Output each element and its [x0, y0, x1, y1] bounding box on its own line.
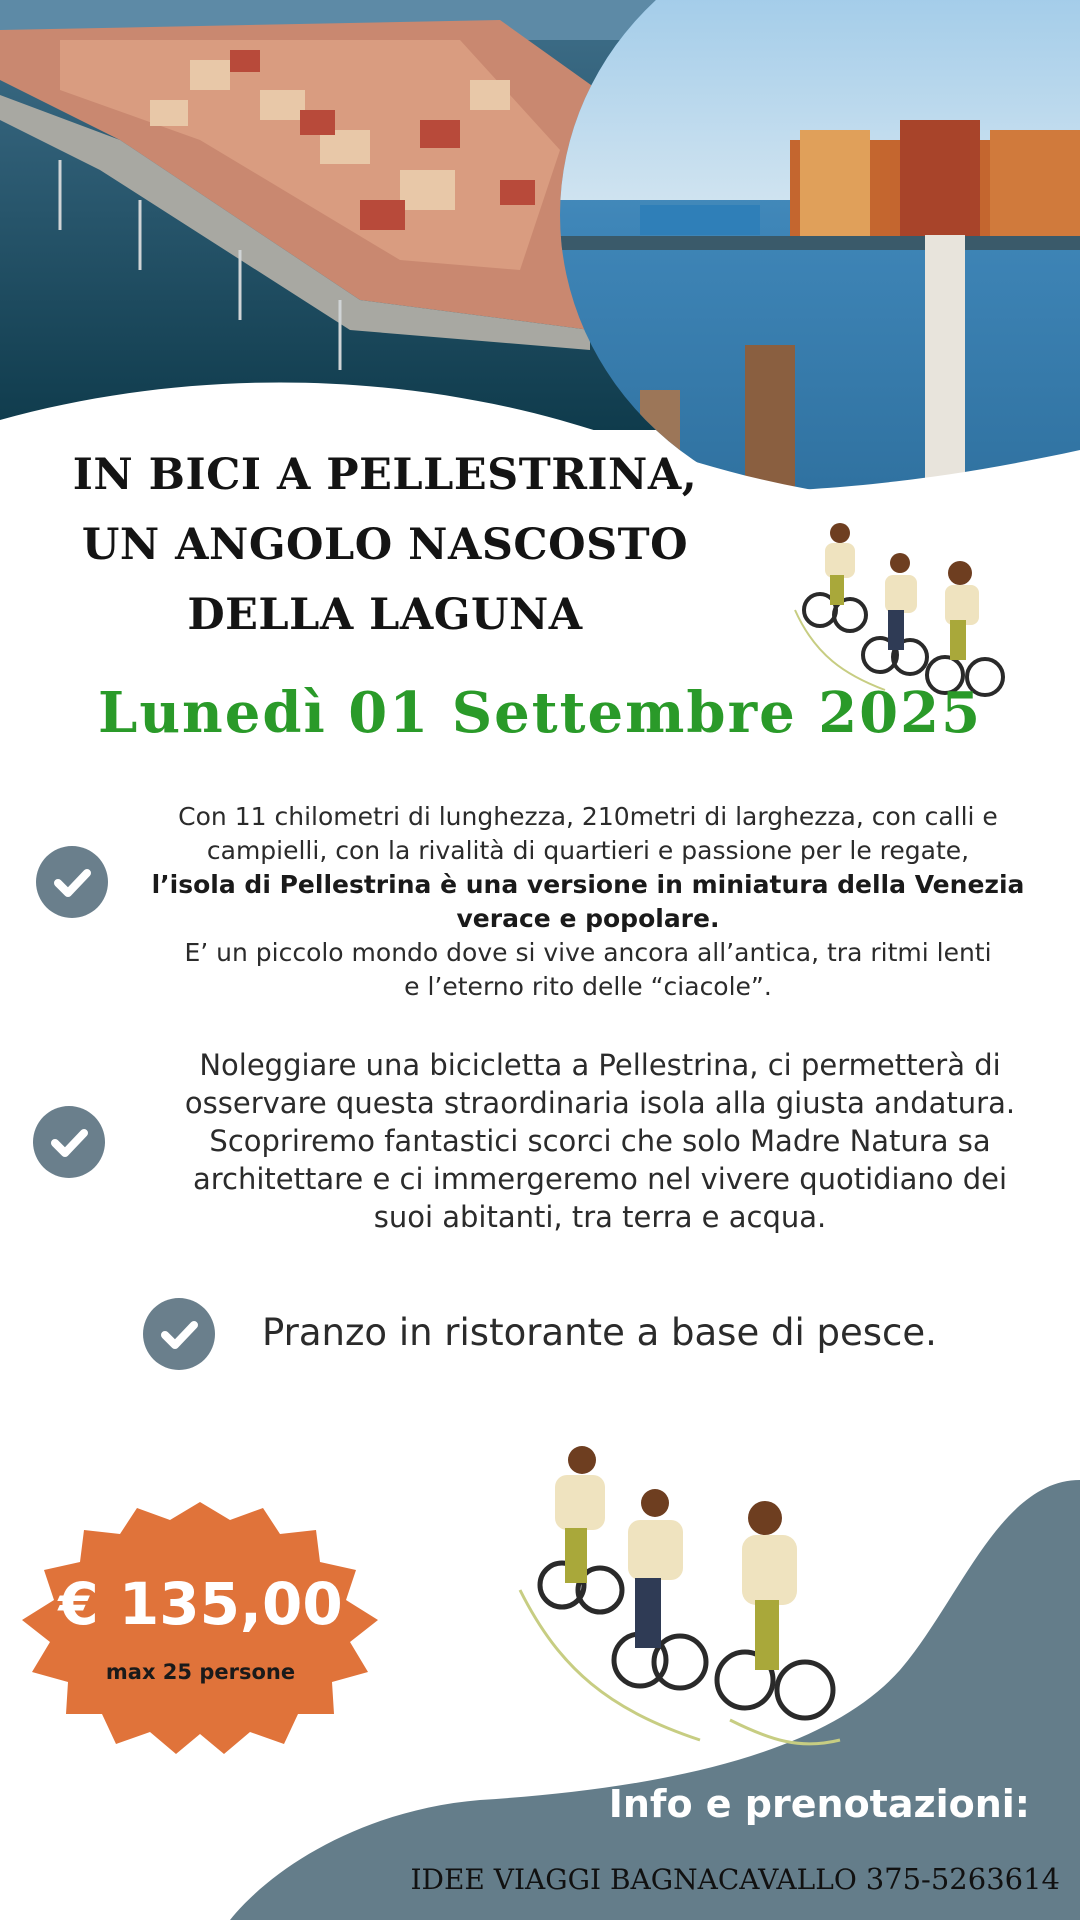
feature-line: Noleggiare una bicicletta a Pellestrina, ci permetterà di [199, 1048, 1001, 1082]
event-date: Lunedì 01 Settembre 2025 [97, 680, 983, 746]
price-amount: € 135,00 [58, 1570, 343, 1638]
feature-line: campielli, con la rivalità di quartieri e passione per le regate, [206, 836, 970, 865]
check-icon [143, 1298, 215, 1370]
phone-number[interactable]: 375-5263614 [865, 1862, 1060, 1896]
info-label: Info e prenotazioni: [608, 1782, 1030, 1826]
feature-description-1 [138, 800, 1038, 1004]
feature-line-bold: l’isola di Pellestrina è una versione in miniatura della Venezia [151, 870, 1025, 899]
agency-contact [300, 1862, 1060, 1896]
feature-line: Scopriremo fantastici scorci che solo Madre Natura sa [209, 1124, 991, 1158]
title-line: IN BICI A PELLESTRINA, [72, 450, 698, 500]
check-icon [36, 846, 108, 918]
agency-name: IDEE VIAGGI BAGNACAVALLO [410, 1863, 857, 1896]
event-title [60, 440, 710, 650]
title-line: DELLA LAGUNA [187, 590, 583, 640]
feature-line: Con 11 chilometri di lunghezza, 210metri di larghezza, con calli e [178, 802, 998, 831]
feature-description-3: Pranzo in ristorante a base di pesce. [262, 1311, 937, 1354]
title-line: UN ANGOLO NASCOSTO [81, 520, 689, 570]
feature-line: E’ un piccolo mondo dove si vive ancora all’antica, tra ritmi lenti [184, 938, 992, 967]
feature-line: suoi abitanti, tra terra e acqua. [373, 1200, 827, 1234]
max-participants: max 25 persone [105, 1660, 296, 1684]
feature-line: e l’eterno rito delle “ciacole”. [404, 972, 772, 1001]
check-icon [33, 1106, 105, 1178]
feature-line-bold: verace e popolare. [456, 904, 720, 933]
feature-line: architettare e ci immergeremo nel vivere quotidiano dei [192, 1162, 1008, 1196]
feature-line: osservare questa straordinaria isola alla giusta andatura. [184, 1086, 1016, 1120]
feature-description-2 [150, 1046, 1050, 1236]
cyclists-illustration-large [500, 1440, 860, 1760]
